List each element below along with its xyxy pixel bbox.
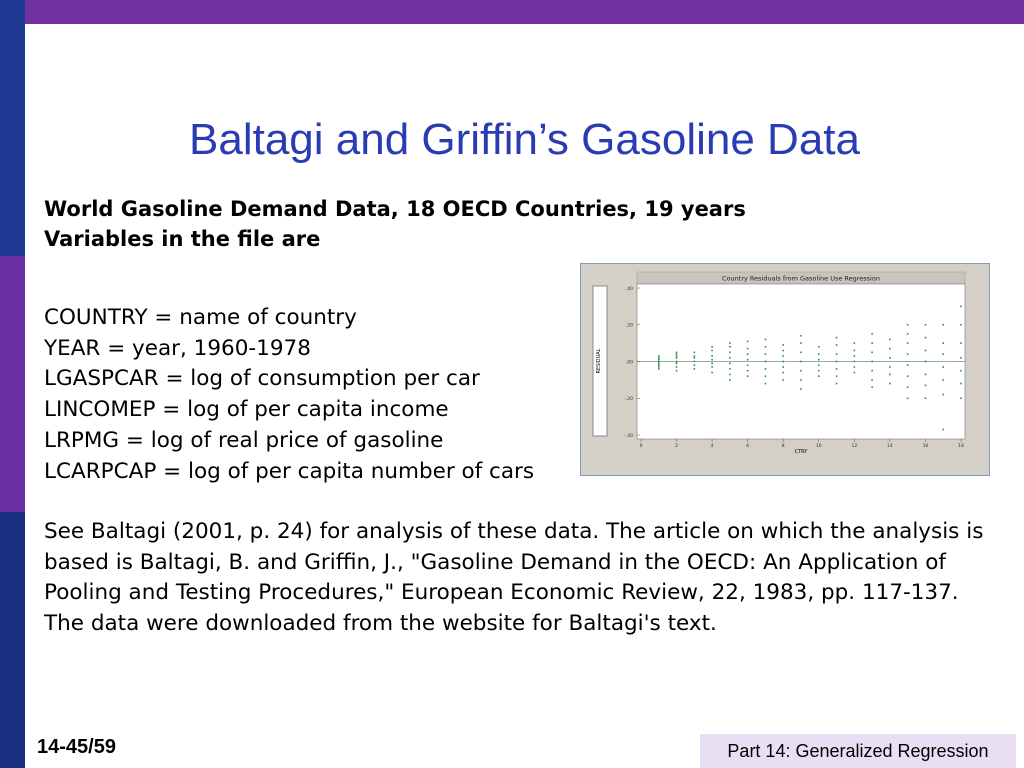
data-point <box>800 342 802 344</box>
data-point <box>836 375 838 377</box>
data-point <box>729 357 731 359</box>
data-point <box>729 352 731 354</box>
data-point <box>765 383 767 385</box>
data-point <box>854 372 856 374</box>
x-tick-label: 6 <box>746 444 750 449</box>
data-point <box>836 344 838 346</box>
x-tick-label: 14 <box>887 444 893 449</box>
data-point <box>658 359 660 361</box>
data-point <box>782 361 784 363</box>
data-point <box>676 355 678 357</box>
intro-line-2: Variables in the file are <box>44 227 321 251</box>
data-point <box>694 355 696 357</box>
data-point <box>729 379 731 381</box>
data-point <box>818 359 820 361</box>
data-point <box>960 370 962 372</box>
variable-item: LINCOMEP = log of per capita income <box>44 397 449 423</box>
data-point <box>960 306 962 308</box>
intro-line-1: World Gasoline Demand Data, 18 OECD Countries, 19 years <box>44 197 746 221</box>
data-point <box>871 379 873 381</box>
data-point <box>942 342 944 344</box>
data-point <box>747 364 749 366</box>
data-point <box>836 383 838 385</box>
slide-title: Baltagi and Griffin’s Gasoline Data <box>189 115 860 164</box>
variable-item: LGASPCAR = log of consumption per car <box>44 366 480 392</box>
data-point <box>711 359 713 361</box>
data-point <box>800 352 802 354</box>
data-point <box>747 340 749 342</box>
data-point <box>907 386 909 388</box>
data-point <box>871 342 873 344</box>
data-point <box>836 353 838 355</box>
x-tick-label: 2 <box>675 444 678 449</box>
data-point <box>836 337 838 339</box>
data-point <box>711 372 713 374</box>
residuals-chart <box>580 263 990 476</box>
x-axis-label: CTRY <box>794 449 808 455</box>
data-point <box>800 379 802 381</box>
data-point <box>800 388 802 390</box>
data-point <box>658 357 660 359</box>
data-point <box>836 361 838 363</box>
data-point <box>729 368 731 370</box>
data-point <box>818 370 820 372</box>
data-point <box>854 355 856 357</box>
data-point <box>871 370 873 372</box>
data-point <box>782 355 784 357</box>
variable-item: COUNTRY = name of country <box>44 305 357 330</box>
data-point <box>889 348 891 350</box>
data-point <box>854 342 856 344</box>
data-point <box>925 337 927 339</box>
x-tick-label: 8 <box>781 444 785 449</box>
data-point <box>854 366 856 368</box>
chart-svg <box>581 264 989 475</box>
data-point <box>658 361 660 363</box>
data-point <box>729 346 731 348</box>
data-point <box>907 333 909 335</box>
data-point <box>907 353 909 355</box>
data-point <box>800 370 802 372</box>
data-point <box>925 361 927 363</box>
data-point <box>925 385 927 387</box>
data-point <box>658 366 660 368</box>
data-point <box>889 374 891 376</box>
data-point <box>676 352 678 354</box>
y-tick-label: -.40 <box>624 433 633 439</box>
variable-item: LCARPCAP = log of per capita number of cars <box>44 458 535 484</box>
y-tick-label: .00 <box>625 360 633 366</box>
data-point <box>658 364 660 366</box>
data-point <box>694 357 696 359</box>
sidebar-band-middle <box>0 256 25 512</box>
data-point <box>925 397 927 399</box>
data-point <box>800 361 802 363</box>
x-tick-label: 12 <box>851 444 858 449</box>
description-paragraph: See Baltagi (2001, p. 24) for analysis of these data. The article on which the analysis is based is Baltagi, B. and Griffin, J., "Gasoline Demand in the OECD: An Application of Pooling and Testing Procedures," European Economic Review, 22, 1983, pp. 117-137. The data were downloaded from the website for Baltagi's text. <box>44 519 984 637</box>
data-point <box>729 374 731 376</box>
data-point <box>907 342 909 344</box>
x-tick-label: 10 <box>815 444 822 449</box>
data-point <box>942 379 944 381</box>
data-point <box>854 361 856 363</box>
data-point <box>942 324 944 326</box>
variable-item: LRPMG = log of real price of gasoline <box>44 427 444 453</box>
data-point <box>907 397 909 399</box>
data-point <box>765 375 767 377</box>
data-point <box>782 379 784 381</box>
data-point <box>711 366 713 368</box>
data-point <box>765 346 767 348</box>
x-tick-label: 16 <box>922 444 929 449</box>
data-point <box>960 357 962 359</box>
data-point <box>871 352 873 354</box>
page-number: 14-45/59 <box>37 736 116 758</box>
data-point <box>818 364 820 366</box>
data-point <box>818 375 820 377</box>
data-point <box>658 355 660 357</box>
data-point <box>747 370 749 372</box>
y-axis-label: RESIDUAL <box>596 348 602 374</box>
data-point <box>694 364 696 366</box>
data-point <box>889 339 891 341</box>
data-point <box>871 333 873 335</box>
top-accent-bar <box>0 0 1024 24</box>
data-point <box>676 353 678 355</box>
data-point <box>960 342 962 344</box>
data-point <box>942 429 944 431</box>
sidebar-band-bottom <box>0 512 25 768</box>
data-point <box>925 324 927 326</box>
data-point <box>871 361 873 363</box>
variable-item: YEAR = year, 1960-1978 <box>44 335 311 361</box>
data-point <box>747 375 749 377</box>
data-point <box>960 383 962 385</box>
data-point <box>942 394 944 396</box>
sidebar-band-top <box>0 0 25 256</box>
data-point <box>800 335 802 337</box>
data-point <box>960 397 962 399</box>
data-point <box>782 350 784 352</box>
data-point <box>711 346 713 348</box>
y-tick-label: -.20 <box>624 397 633 403</box>
data-point <box>907 324 909 326</box>
data-point <box>765 339 767 341</box>
data-point <box>889 366 891 368</box>
data-point <box>889 383 891 385</box>
x-tick-label: 0 <box>639 444 643 449</box>
data-point <box>747 348 749 350</box>
data-point <box>765 361 767 363</box>
data-point <box>960 324 962 326</box>
data-point <box>694 352 696 354</box>
data-point <box>907 364 909 366</box>
data-point <box>818 353 820 355</box>
data-point <box>836 368 838 370</box>
data-point <box>729 342 731 344</box>
data-point <box>765 368 767 370</box>
data-point <box>658 363 660 365</box>
data-point <box>925 374 927 376</box>
data-point <box>676 370 678 372</box>
data-point <box>889 357 891 359</box>
variable-list <box>44 303 534 487</box>
data-point <box>942 366 944 368</box>
data-point <box>782 372 784 374</box>
data-point <box>818 346 820 348</box>
data-point <box>871 386 873 388</box>
data-point <box>676 366 678 368</box>
data-point <box>676 357 678 359</box>
data-point <box>658 368 660 370</box>
x-tick-label: 4 <box>710 444 714 449</box>
data-point <box>942 353 944 355</box>
data-point <box>711 350 713 352</box>
data-point <box>747 359 749 361</box>
data-point <box>711 363 713 365</box>
data-point <box>729 363 731 365</box>
data-point <box>676 361 678 363</box>
data-point <box>854 350 856 352</box>
data-point <box>925 350 927 352</box>
data-point <box>747 353 749 355</box>
chart-title: Country Residuals from Gasoline Use Regression <box>722 274 880 283</box>
x-tick-label: 18 <box>958 444 964 449</box>
data-point <box>676 363 678 365</box>
data-point <box>782 344 784 346</box>
footer-label: Part 14: Generalized Regression <box>700 734 1016 768</box>
y-tick-label: .40 <box>625 286 633 292</box>
data-point <box>711 355 713 357</box>
data-point <box>907 375 909 377</box>
data-point <box>782 366 784 368</box>
data-point <box>694 368 696 370</box>
data-point <box>765 353 767 355</box>
data-point <box>694 361 696 363</box>
y-tick-label: .20 <box>625 323 633 329</box>
